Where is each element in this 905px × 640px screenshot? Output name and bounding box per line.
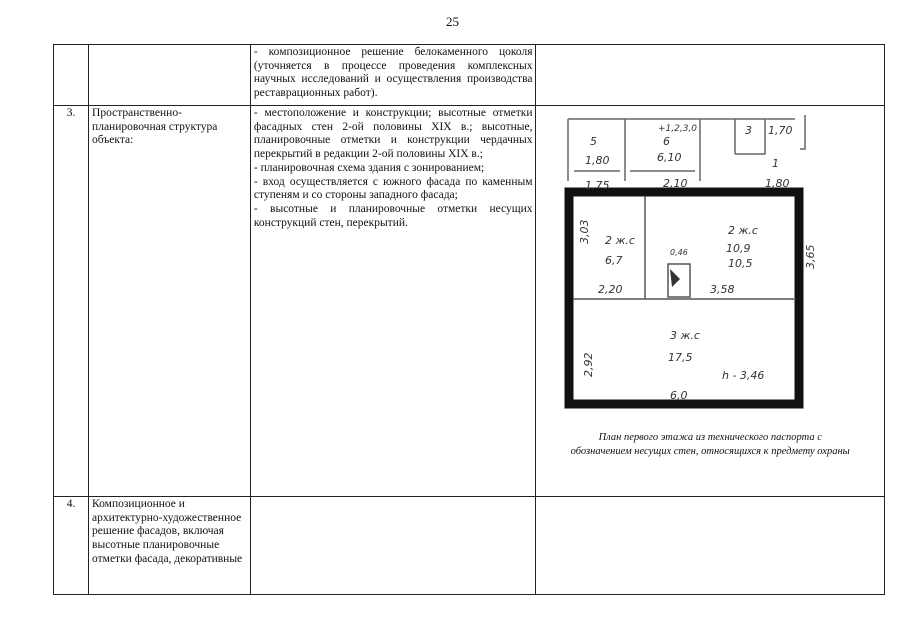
- plan-label: 3: [745, 124, 753, 137]
- table-row: [54, 45, 885, 106]
- plan-label: 1: [772, 157, 780, 170]
- plan-label: 10,5: [728, 257, 753, 270]
- plan-label: 3,65: [804, 244, 818, 269]
- description-item: - высотные и планировочные отметки несущих конструкций стен, перекрытий.: [253, 202, 533, 229]
- row-number-cell: 4.: [54, 497, 89, 595]
- row-description-cell: [250, 45, 536, 106]
- plan-label: 6: [663, 135, 671, 148]
- row-number-cell: 3.: [54, 106, 89, 497]
- description-item: - вход осуществляется с южного фасада по каменным ступеням и со стороны западного фасада;: [253, 175, 533, 202]
- plan-label: h - 3,46: [722, 369, 765, 382]
- figure-caption: План первого этажа из технического паспорта с обозначением несущих стен, относящихся к предмету охраны: [570, 432, 850, 457]
- plan-label: 1,80: [765, 177, 790, 190]
- description-item: - местоположение и конструкции; высотные отметки фасадных стен 2-ой половины XIX в.; высотные, планировочные отметки и конструкции чердачных перекрытий в редакции 2-ой половины XIX в.;: [253, 107, 533, 161]
- plan-label: 2,92: [582, 352, 596, 377]
- table-row: [54, 106, 885, 497]
- description-item: - планировочная схема здания с зонированием;: [253, 161, 485, 174]
- plan-label: 1,70: [768, 124, 793, 137]
- row-image-cell: [536, 497, 885, 595]
- page-number: 25: [446, 14, 459, 29]
- plan-label: 2 ж.с: [728, 224, 759, 237]
- plan-label: 2,10: [663, 177, 688, 190]
- description-item: - композиционное решение белокаменного цоколя (уточняется в процессе проведения комплексных научных исследований и осуществления производства реставрационных работ).: [253, 46, 533, 100]
- plan-label: 3 ж.с: [670, 329, 701, 342]
- row-image-cell: [536, 106, 885, 497]
- plan-label: 17,5: [668, 351, 693, 364]
- row-name-cell: [89, 45, 251, 106]
- row-image-cell: [536, 45, 885, 106]
- floor-plan-drawing: [560, 109, 860, 429]
- plan-label: 6,0: [670, 389, 688, 402]
- row-description-cell: [250, 497, 536, 595]
- plan-label: 3,03: [578, 219, 592, 244]
- plan-label: 5: [590, 135, 598, 148]
- plan-label: 6,10: [657, 151, 682, 164]
- row-name-cell: Композиционное и архитектурно-художественное решение фасадов, включая высотные планировочные отметки фасада, декоративные: [89, 497, 251, 595]
- plan-label: 2 ж.с: [605, 234, 636, 247]
- table-row: [54, 497, 885, 595]
- plan-label: 1,80: [585, 154, 610, 167]
- plan-label: +1,2,3,0: [658, 124, 698, 134]
- plan-label: 6,7: [605, 254, 623, 267]
- row-description-cell: [250, 106, 536, 497]
- row-number-cell: [54, 45, 89, 106]
- heritage-table: [53, 44, 885, 595]
- row-name-cell: Пространственно-планировочная структура объекта:: [89, 106, 251, 497]
- floor-plan: [560, 109, 860, 457]
- plan-label: 3,58: [710, 283, 735, 296]
- plan-label: 1,75: [585, 179, 610, 192]
- plan-label: 2,20: [598, 283, 623, 296]
- plan-label: 10,9: [726, 242, 751, 255]
- plan-label: 0,46: [670, 248, 689, 257]
